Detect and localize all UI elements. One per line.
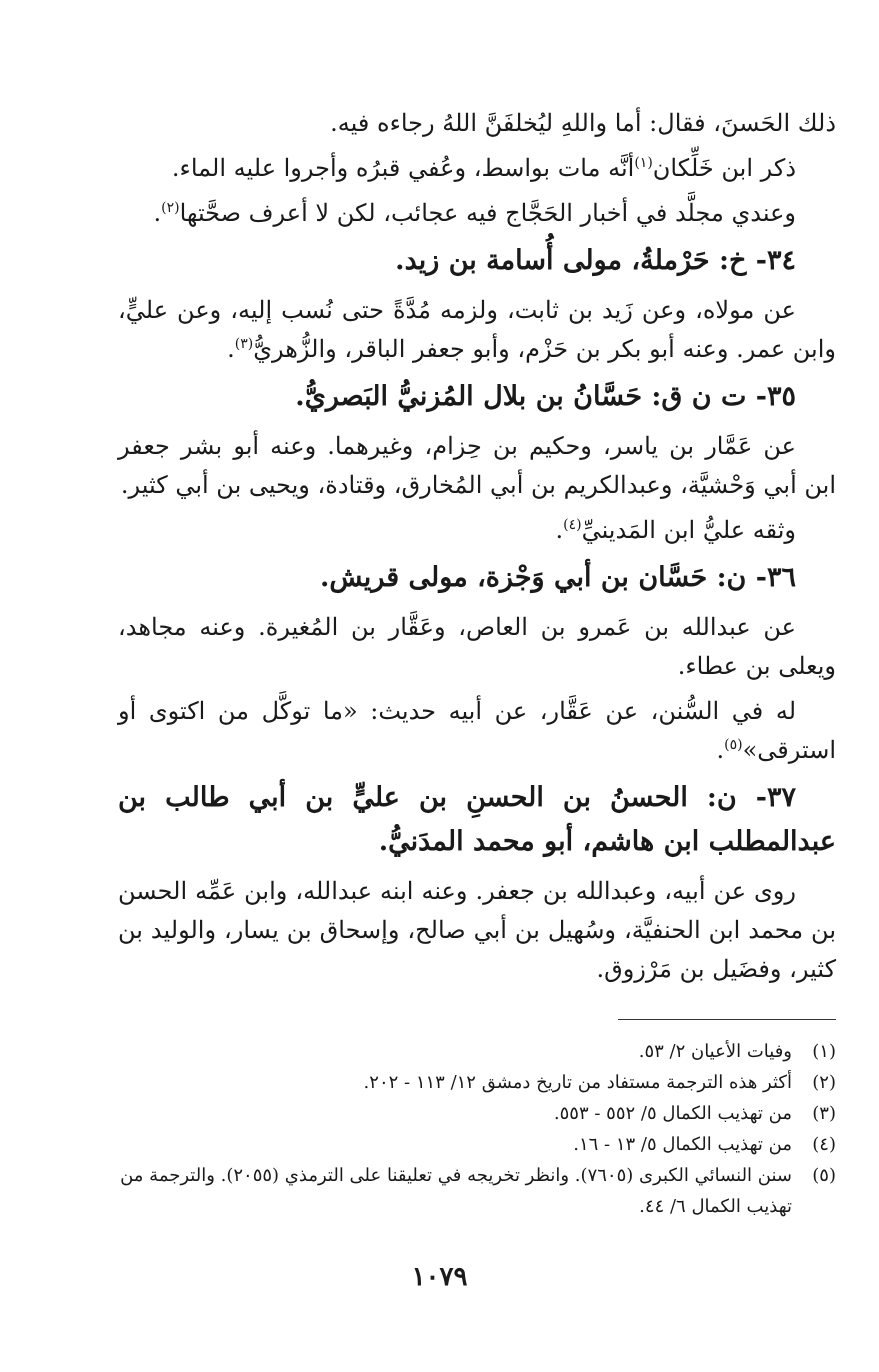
footnote-ref[interactable]: (٤) [563,517,582,533]
footnote-number: (٥) [812,1165,836,1186]
footnote [118,1098,836,1129]
page-body [118,104,836,1222]
footnote [118,1160,836,1222]
paragraph [118,872,836,989]
entry-heading: ٣٥- ت ن ق: حَسَّانُ بن بلال المُزنيُّ البَصريُّ. [295,381,796,412]
paragraph [118,427,836,505]
entry-heading: ٣٦- ن: حَسَّان بن أبي وَجْزة، مولى قريش. [319,562,796,593]
paragraph [118,511,836,550]
paragraph-text: عن عَمَّار بن ياسر، وحكيم بن حِزام، وغيرهما. وعنه أبو بشر جعفر ابن أبي وَحْشيَّة، وعبدالكريم بن أبي المُخارق، وقتادة، ويحيى بن أبي كثير. [118,432,836,499]
paragraph-text: عن عبدالله بن عَمرو بن العاص، وعَقَّار بن المُغيرة. وعنه مجاهد، ويعلى بن عطاء. [118,613,836,680]
page-number: ١٠٧٩ [411,1262,468,1292]
paragraph [118,291,836,369]
paragraph-text: وعندي مجلَّد في أخبار الحَجَّاج فيه عجائب، لكن لا أعرف صحَّتها [179,199,796,227]
footnote-ref[interactable]: (٥) [724,737,743,753]
entry-heading: ٣٧- ن: الحسنُ بن الحسنِ بن عليٍّ بن أبي طالب بن عبدالمطلب ابن هاشم، أبو محمد المدَنيُّ. [118,782,836,857]
paragraph-text: ذكر ابن خَلِّكان [652,154,796,182]
paragraph-text: عن مولاه، وعن زَيد بن ثابت، ولزمه مُدَّةً حتى نُسب إليه، وعن عليٍّ، وابن عمر. وعنه أبو بكر بن حَزْم، وأبو جعفر الباقر، والزُّهريُّ [118,296,836,363]
footnote-ref[interactable]: (٣) [234,336,254,352]
footnote-number: (٤) [812,1134,836,1155]
paragraph-text: أنَّه مات بواسط، وعُفي قبرُه وأجروا عليه الماء. [171,154,635,182]
paragraph [118,104,836,143]
footnote-number: (١) [812,1041,836,1062]
paragraph-text: روى عن أبيه، وعبدالله بن جعفر. وعنه ابنه عبدالله، وابن عَمِّه الحسن بن محمد ابن الحنفيَّة، وسُهيل بن أبي صالح، وإسحاق بن يسار، والوليد بن كثير، وفضَيل بن مَرْزوق. [118,877,836,983]
paragraph-text: . [716,736,725,764]
footnote-text: وفيات الأعيان ٢/ ٥٣. [638,1041,792,1062]
footnote-number: (٢) [812,1072,836,1093]
paragraph [118,608,836,686]
footnote [118,1129,836,1160]
footnote-text: أكثر هذه الترجمة مستفاد من تاريخ دمشق ١٢/ ١١٣ - ٢٠٢. [363,1072,792,1093]
footnote-text: سنن النسائي الكبرى (٧٦٠٥). وانظر تخريجه في تعليقنا على الترمذي (٢٠٥٥). والترجمة من تهذيب الكمال ٦/ ٤٤. [120,1165,792,1217]
footnote-text: من تهذيب الكمال ٥/ ٥٥٢ - ٥٥٣. [553,1103,792,1124]
paragraph-text: . [153,199,162,227]
footnote-ref[interactable]: (١) [634,155,653,171]
paragraph-text: . [555,516,564,544]
paragraph-text: ذلك الحَسنَ، فقال: أما واللهِ ليُخلفَنَّ اللهُ رجاءه فيه. [330,109,836,137]
footnote [118,1067,836,1098]
footnote-text: من تهذيب الكمال ٥/ ١٣ - ١٦. [573,1134,792,1155]
paragraph [118,194,836,233]
footnote-ref[interactable]: (٢) [161,200,180,216]
footnotes [118,1036,836,1222]
paragraph-text: وثقه عليُّ ابن المَدينيِّ [581,516,796,544]
entry-heading: ٣٤- خ: حَرْملةُ، مولى أُسامة بن زيد. [395,245,796,276]
paragraph [118,149,836,188]
footnote-divider [618,1019,836,1020]
paragraph-text: له في السُّنن، عن عَقَّار، عن أبيه حديث: «ما توكَّل من اكتوى أو استرقى» [118,697,836,764]
paragraph-text: . [227,335,235,363]
footnote [118,1036,836,1067]
paragraph [118,692,836,770]
footnote-number: (٣) [812,1103,836,1124]
